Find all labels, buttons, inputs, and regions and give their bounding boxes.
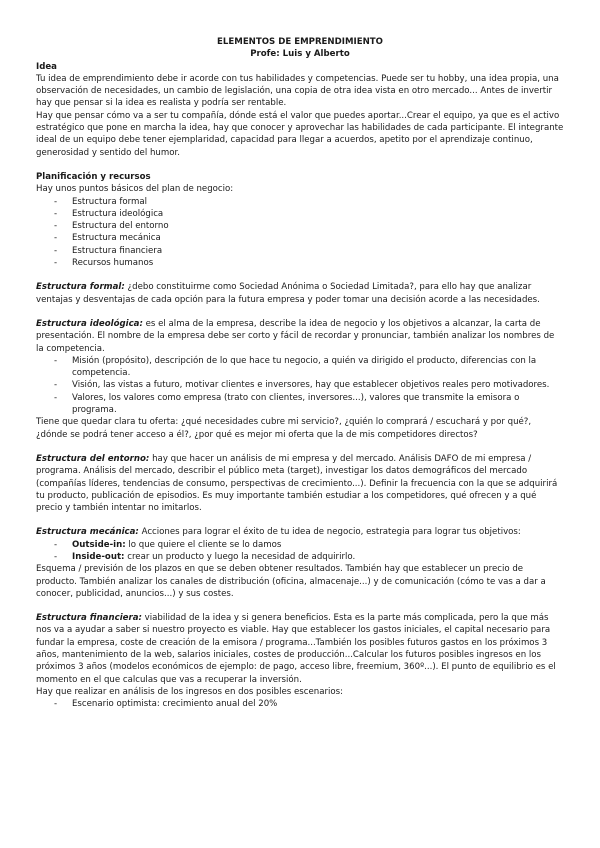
financiera-lead: Estructura financiera: xyxy=(36,613,142,624)
document-page xyxy=(36,36,564,711)
list-item: - Misión (propósito), descripción de lo que hace tu negocio, a quién va dirigido el producto, diferencias con la competencia. xyxy=(36,355,564,380)
formal-lead: Estructura formal: xyxy=(36,282,125,293)
ideologica-text: es el alma de la empresa, describe la idea de negocio y los objetivos a alcanzar, la carta de presentación. El nombre de la empresa debe ser corto y fácil de recordar y pronunciar, también analizar los nombres de la competencia. xyxy=(36,318,555,354)
list-item: - Estructura financiera xyxy=(36,245,564,257)
entorno-text: hay que hacer un análisis de mi empresa y del mercado. Análisis DAFO de mi empresa / programa. Análisis del mercado, describir el público meta (target), investigar los datos demográficos del mercado (compañías líderes, tendencias de consumo, perspectivas de crecimiento...). Definir la frecuencia con la que se adquirirá tu producto, publicación de episodios. Es muy importante también estudiar a los competidores, qué ofrecen y a qué precio y también intentar no imitarlos. xyxy=(36,453,558,514)
mecanica-list xyxy=(36,539,564,564)
spacer xyxy=(36,269,564,281)
formal-paragraph xyxy=(36,281,564,306)
idea-paragraph-2: Hay que pensar cómo va a ser tu compañía, dónde está el valor que puedes aportar...Crear el equipo, ya que es el activo estratégico que pone en marcha la idea, hay que conocer y aprovechar las habilidades de cada participante. El integrante ideal de un equipo debe tener ejemplaridad, capacidad para llegar a acuerdos, apetito por el aprendizaje continuo, generosidad y sentido del humor. xyxy=(36,110,564,158)
mecanica-paragraph xyxy=(36,526,564,538)
list-item: - Estructura del entorno xyxy=(36,220,564,232)
list-item: - Visión, las vistas a futuro, motivar clientes e inversores, hay que establecer objetivos reales pero motivadores. xyxy=(36,379,564,391)
entorno-paragraph xyxy=(36,453,564,514)
inside-out-label: Inside-out: xyxy=(72,551,125,562)
mecanica-closing: Esquema / previsión de los plazos en que se deben obtener resultados. También hay que establecer un precio de producto. También analizar los canales de distribución (oficina, almacenaje...) y de comunicación (cómo te vas a dar a conocer, publicidad, anuncios...) y sus costes. xyxy=(36,564,546,599)
spacer xyxy=(36,514,564,526)
mecanica-text: Acciones para lograr el éxito de tu idea de negocio, estrategia para lograr tus objetivos: xyxy=(138,527,521,538)
list-item: - Valores, los valores como empresa (trato con clientes, inversores...), valores que transmite la emisora o programa. xyxy=(36,392,564,417)
document-title: ELEMENTOS DE EMPRENDIMIENTO xyxy=(217,37,383,47)
document-subtitle: Profe: Luis y Alberto xyxy=(250,49,350,60)
spacer xyxy=(36,600,564,612)
ideologica-paragraph xyxy=(36,318,564,355)
list-item: - Escenario optimista: crecimiento anual del 20% xyxy=(36,698,564,710)
spacer xyxy=(36,159,564,171)
planning-intro: Hay unos puntos básicos del plan de negocio: xyxy=(36,184,234,195)
ideologica-lead: Estructura ideológica: xyxy=(36,318,143,329)
list-item xyxy=(36,551,564,563)
idea-paragraph-1: Tu idea de emprendimiento debe ir acorde con tus habilidades y competencias. Puede ser tu hobby, una idea propia, una observación de necesidades, un cambio de legislación, una copia de otra idea vista en otro mercado... Antes de invertir hay que pensar si la idea es realista y podría ser rentable. xyxy=(36,73,559,109)
inside-out-text: crear un producto y luego la necesidad de adquirirlo. xyxy=(124,551,356,562)
planning-list xyxy=(36,196,564,270)
financiera-paragraph xyxy=(36,612,564,686)
spacer xyxy=(36,441,564,453)
financiera-list xyxy=(36,698,564,710)
spacer xyxy=(36,306,564,318)
financiera-intro: Hay que realizar en análisis de los ingresos en dos posibles escenarios: xyxy=(36,686,344,697)
ideologica-closing: Tiene que quedar clara tu oferta: ¿qué necesidades cubre mi servicio?, ¿quién lo comprará / escuchará y por qué?, ¿dónde se podrá tener acceso a él?, ¿por qué es mejor mi oferta que la de mis competidores directos? xyxy=(36,417,532,440)
outside-in-label: Outside-in: xyxy=(72,539,126,550)
mecanica-lead: Estructura mecánica: xyxy=(36,527,139,538)
outside-in-text: lo que quiere el cliente se lo damos xyxy=(125,539,282,550)
ideologica-list xyxy=(36,355,564,416)
list-item: - Estructura ideológica xyxy=(36,208,564,220)
list-item: - Recursos humanos xyxy=(36,257,564,269)
list-item: - Estructura formal xyxy=(36,196,564,208)
formal-text: ¿debo constituirme como Sociedad Anónima o Sociedad Limitada?, para ello hay que analizar ventajas y desventajas de cada opción para la futura empresa y poder tomar una decisión acorde a las necesidades. xyxy=(36,282,540,305)
planning-heading: Planificación y recursos xyxy=(36,171,151,182)
list-item: - Estructura mecánica xyxy=(36,232,564,244)
entorno-lead: Estructura del entorno: xyxy=(36,453,150,464)
idea-heading: Idea xyxy=(36,61,57,72)
financiera-text: viabilidad de la idea y si genera beneficios. Esta es la parte más complicada, pero la que más nos va a ayudar a saber si nuestro proyecto es viable. Hay que establecer los gastos iniciales, el capital necesario para fundar la empresa, coste de creación de la emisora / programa...También los posibles futuros gastos en los próximos 3 años, mantenimiento de la web, salarios iniciales, costes de producción...Calcular los futuros posibles ingresos en los próximos 3 años (modelos económicos de ejemplo: de pago, acceso libre, freemium, 360º...). El punto de equilibrio es el momento en el que calculas que vas a recuperar la inversión. xyxy=(36,613,556,685)
list-item xyxy=(36,539,564,551)
